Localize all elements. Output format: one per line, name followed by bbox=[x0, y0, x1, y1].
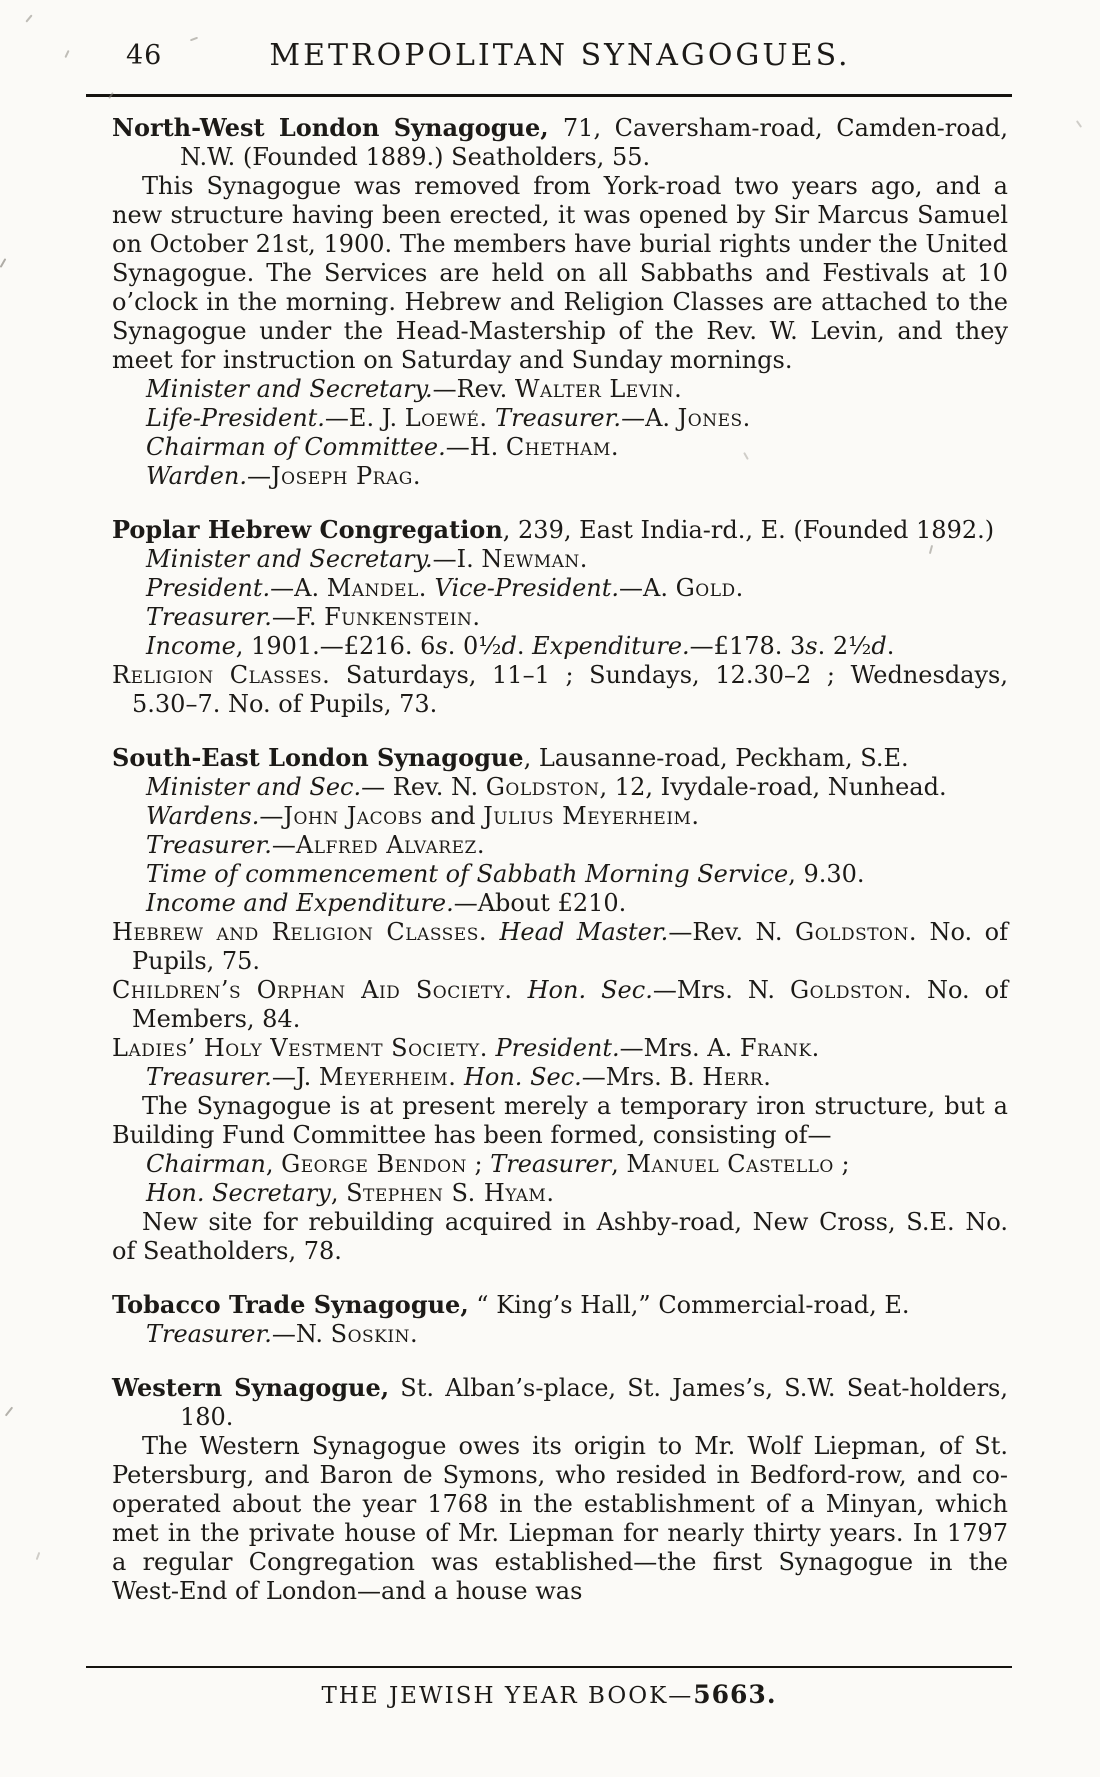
text-run: Religion Classes. bbox=[112, 661, 331, 689]
text-run: Gold. bbox=[675, 574, 744, 602]
text-run: —Mrs. A. bbox=[619, 1034, 740, 1062]
text-run: Hon. Sec. bbox=[463, 1063, 582, 1091]
text-run: Chairman of Committee. bbox=[146, 433, 446, 461]
text-run: d bbox=[871, 632, 887, 660]
text-run: Chetham. bbox=[505, 433, 619, 461]
head-line bbox=[112, 743, 1008, 773]
text-run: , 9.30. bbox=[788, 860, 865, 888]
running-header bbox=[112, 34, 1008, 80]
text-run: St. Alban’s-place, St. James’s, S.W. Seat-holders, 180. bbox=[180, 1374, 1008, 1431]
para-line bbox=[112, 1432, 1008, 1606]
running-footer bbox=[86, 1666, 1012, 1709]
entry-western-synagogue bbox=[112, 1373, 1008, 1606]
entries-container bbox=[112, 113, 1008, 1606]
header-rule bbox=[86, 94, 1012, 97]
text-run: Goldston bbox=[485, 773, 600, 801]
head-line bbox=[112, 1290, 1008, 1320]
text-run: Newman. bbox=[481, 545, 588, 573]
officer-line bbox=[146, 574, 1008, 603]
text-run: —About £210. bbox=[453, 889, 627, 917]
officer-line bbox=[146, 831, 1008, 860]
officer-line bbox=[146, 462, 1008, 491]
text-run: s bbox=[805, 632, 818, 660]
text-run: — bbox=[259, 802, 284, 830]
society-line bbox=[112, 918, 1008, 976]
text-run: Minister and Secretary. bbox=[146, 375, 433, 403]
text-run: d bbox=[501, 632, 517, 660]
officer-line bbox=[146, 404, 1008, 433]
text-run: Income bbox=[146, 632, 236, 660]
text-run: Treasurer. bbox=[146, 831, 272, 859]
page-number: 46 bbox=[126, 40, 163, 71]
text-run: Goldston. bbox=[795, 918, 918, 946]
text-run: Warden. bbox=[146, 462, 248, 490]
text-run: Head Master. bbox=[499, 918, 669, 946]
text-run: . bbox=[886, 632, 895, 660]
text-run: Treasurer. bbox=[495, 404, 622, 432]
text-run: , bbox=[330, 1179, 347, 1207]
officer-line bbox=[146, 603, 1008, 632]
text-run: ; bbox=[833, 1150, 850, 1178]
text-run: Alfred Alvarez. bbox=[295, 831, 485, 859]
text-run bbox=[487, 918, 500, 946]
text-run: Joseph Prag. bbox=[271, 462, 421, 490]
text-run: — bbox=[271, 831, 296, 859]
text-run: The Western Synagogue owes its origin to Mr. Wolf Liepman, of St. Petersburg, and Baron de Symons, who resided in Bedford-row, and co-operated about the year 1768 in the establishment of a Minyan, which met in the private house of Mr. Liepman for nearly thirty years. In 1797 a regular Congregation was established—the first Synagogue in the West-End of London—and a house was bbox=[112, 1432, 1008, 1605]
text-run: Minister and Secretary. bbox=[146, 545, 433, 573]
officer-line bbox=[146, 433, 1008, 462]
text-run: President. bbox=[495, 1034, 620, 1062]
text-run: , Lausanne-road, Peckham, S.E. bbox=[523, 744, 909, 772]
text-run: , bbox=[265, 1150, 282, 1178]
society-line bbox=[112, 976, 1008, 1034]
text-run: Chairman bbox=[146, 1150, 266, 1178]
text-run: Poplar Hebrew Congregation bbox=[112, 515, 503, 544]
officer-line bbox=[146, 375, 1008, 404]
officer-line bbox=[146, 1150, 1008, 1179]
text-run bbox=[513, 976, 528, 1004]
text-run: —F. bbox=[271, 603, 325, 631]
text-run: —N. bbox=[271, 1320, 331, 1348]
text-run: Walter Levin. bbox=[514, 375, 683, 403]
text-run: Mandel. bbox=[326, 574, 427, 602]
text-run: Soskin. bbox=[330, 1320, 419, 1348]
footer-year-number: 5663. bbox=[693, 1680, 777, 1709]
officer-line bbox=[146, 1320, 1008, 1349]
society-line bbox=[112, 661, 1008, 719]
text-run: —Rev. N. bbox=[668, 918, 796, 946]
text-run bbox=[427, 574, 435, 602]
text-run bbox=[488, 404, 496, 432]
text-run: —Mrs. N. bbox=[652, 976, 790, 1004]
text-run: No. of Pupils, 75. bbox=[132, 918, 1009, 975]
text-run: —£178. 3 bbox=[689, 632, 806, 660]
text-run: , 12, Ivydale-road, Nunhead. bbox=[599, 773, 947, 801]
text-run: Jones. bbox=[677, 404, 751, 432]
head-line bbox=[112, 113, 1008, 172]
text-run: Treasurer bbox=[490, 1150, 612, 1178]
officer-line bbox=[146, 773, 1008, 802]
text-run: John Jacobs bbox=[283, 802, 423, 830]
text-run: Hon. Secretary bbox=[146, 1179, 331, 1207]
text-run: Treasurer. bbox=[146, 603, 272, 631]
text-run: Children’s Orphan Aid Society. bbox=[112, 976, 513, 1004]
entry-south-east-london-synagogue bbox=[112, 743, 1008, 1266]
text-run: —Mrs. B. bbox=[581, 1063, 703, 1091]
text-run: Vice-President. bbox=[434, 574, 619, 602]
text-run: Minister and Sec. bbox=[146, 773, 362, 801]
text-run: Julius Meyerheim. bbox=[483, 802, 700, 830]
para-line bbox=[112, 1092, 1008, 1150]
text-run: Life-President. bbox=[146, 404, 325, 432]
text-run: —H. bbox=[445, 433, 506, 461]
footer-title: THE JEWISH YEAR BOOK— bbox=[321, 1683, 694, 1709]
text-run: Western Synagogue, bbox=[112, 1373, 390, 1402]
text-run: Tobacco Trade Synagogue, bbox=[112, 1290, 469, 1319]
text-run: Income and Expenditure. bbox=[146, 889, 454, 917]
text-run: —J. bbox=[271, 1063, 319, 1091]
officer-line bbox=[146, 632, 1008, 661]
para-line bbox=[112, 172, 1008, 375]
officer-line bbox=[146, 860, 1008, 889]
officer-line bbox=[146, 1063, 1008, 1092]
text-run: Goldston. bbox=[789, 976, 912, 1004]
text-run: Frank. bbox=[739, 1034, 820, 1062]
text-run: Hon. Sec. bbox=[527, 976, 653, 1004]
entry-poplar-hebrew-congregation bbox=[112, 515, 1008, 719]
entry-tobacco-trade-synagogue bbox=[112, 1290, 1008, 1349]
text-run: Loewé. bbox=[404, 404, 488, 432]
text-run: — bbox=[247, 462, 272, 490]
text-run: —I. bbox=[432, 545, 482, 573]
text-run: Treasurer. bbox=[146, 1320, 272, 1348]
officer-line bbox=[146, 545, 1008, 574]
text-run: , 1901.—£216. 6 bbox=[235, 632, 436, 660]
text-run: —A. bbox=[270, 574, 327, 602]
text-run: Wardens. bbox=[146, 802, 260, 830]
text-run: —A. bbox=[621, 404, 678, 432]
text-run: Treasurer. bbox=[146, 1063, 272, 1091]
text-run bbox=[456, 1063, 464, 1091]
head-line bbox=[112, 1373, 1008, 1432]
text-run: Herr. bbox=[702, 1063, 772, 1091]
text-run: New site for rebuilding acquired in Ashby-road, New Cross, S.E. No. of Seatholders, 78. bbox=[112, 1208, 1008, 1265]
text-run: —A. bbox=[619, 574, 676, 602]
page-title: METROPOLITAN SYNAGOGUES. bbox=[269, 38, 851, 73]
text-run: Stephen S. Hyam. bbox=[346, 1179, 555, 1207]
text-run: This Synagogue was removed from York-road two years ago, and a new structure having been erected, it was opened by Sir Marcus Samuel on October 21st, 1900. The members have burial rights under the United Synagogue. The Services are held on all Sabbaths and Festivals at 10 o’clock in the morning. Hebrew and Religion Classes are attached to the Synagogue under the Head-Mastership of the Rev. W. Levin, and they meet for instruction on Saturday and Sunday mornings. bbox=[112, 172, 1008, 374]
text-run: Funkenstein. bbox=[324, 603, 481, 631]
text-run: . 2½ bbox=[817, 632, 872, 660]
para-line bbox=[112, 1208, 1008, 1266]
text-run: Hebrew and Religion Classes. bbox=[112, 918, 487, 946]
officer-line bbox=[146, 802, 1008, 831]
text-run: 71, Caversham-road, Camden-road, N.W. (Founded 1889.) Seatholders, 55. bbox=[180, 114, 1008, 171]
text-run: President. bbox=[146, 574, 271, 602]
entry-north-west-london-synagogue bbox=[112, 113, 1008, 491]
text-run: s bbox=[435, 632, 448, 660]
text-run: . bbox=[516, 632, 533, 660]
text-run: , bbox=[611, 1150, 627, 1178]
text-run: Meyerheim. bbox=[318, 1063, 457, 1091]
text-run: No. of Members, 84. bbox=[132, 976, 1009, 1033]
text-run: “ King’s Hall,” Commercial-road, E. bbox=[468, 1291, 910, 1319]
text-run: — Rev. N. bbox=[361, 773, 486, 801]
text-run: Manuel Castello bbox=[626, 1150, 834, 1178]
text-run: Ladies’ Holy Vestment Society. bbox=[112, 1034, 488, 1062]
text-run: Saturdays, 11–1 ; Sundays, 12.30–2 ; Wednesdays, 5.30–7. No. of Pupils, 73. bbox=[132, 661, 1008, 718]
text-run: South-East London Synagogue bbox=[112, 743, 524, 772]
text-run: North-West London Synagogue, bbox=[112, 113, 563, 142]
text-run: and bbox=[422, 802, 484, 830]
text-run: The Synagogue is at present merely a temporary iron structure, but a Building Fund Committee has been formed, consisting of— bbox=[112, 1092, 1008, 1149]
text-run: ; bbox=[466, 1150, 491, 1178]
head-line bbox=[112, 515, 1008, 545]
text-run: Expenditure. bbox=[532, 632, 690, 660]
text-run: . 0½ bbox=[447, 632, 502, 660]
text-run: , 239, East India-rd., E. (Founded 1892.) bbox=[502, 516, 995, 544]
text-run: George Bendon bbox=[281, 1150, 467, 1178]
officer-line bbox=[146, 889, 1008, 918]
text-run: —Rev. bbox=[432, 375, 515, 403]
text-run: —E. J. bbox=[324, 404, 405, 432]
text-run: Time of commencement of Sabbath Morning Service bbox=[146, 860, 789, 888]
society-line bbox=[112, 1034, 1008, 1063]
text-run bbox=[488, 1034, 496, 1062]
officer-line bbox=[146, 1179, 1008, 1208]
